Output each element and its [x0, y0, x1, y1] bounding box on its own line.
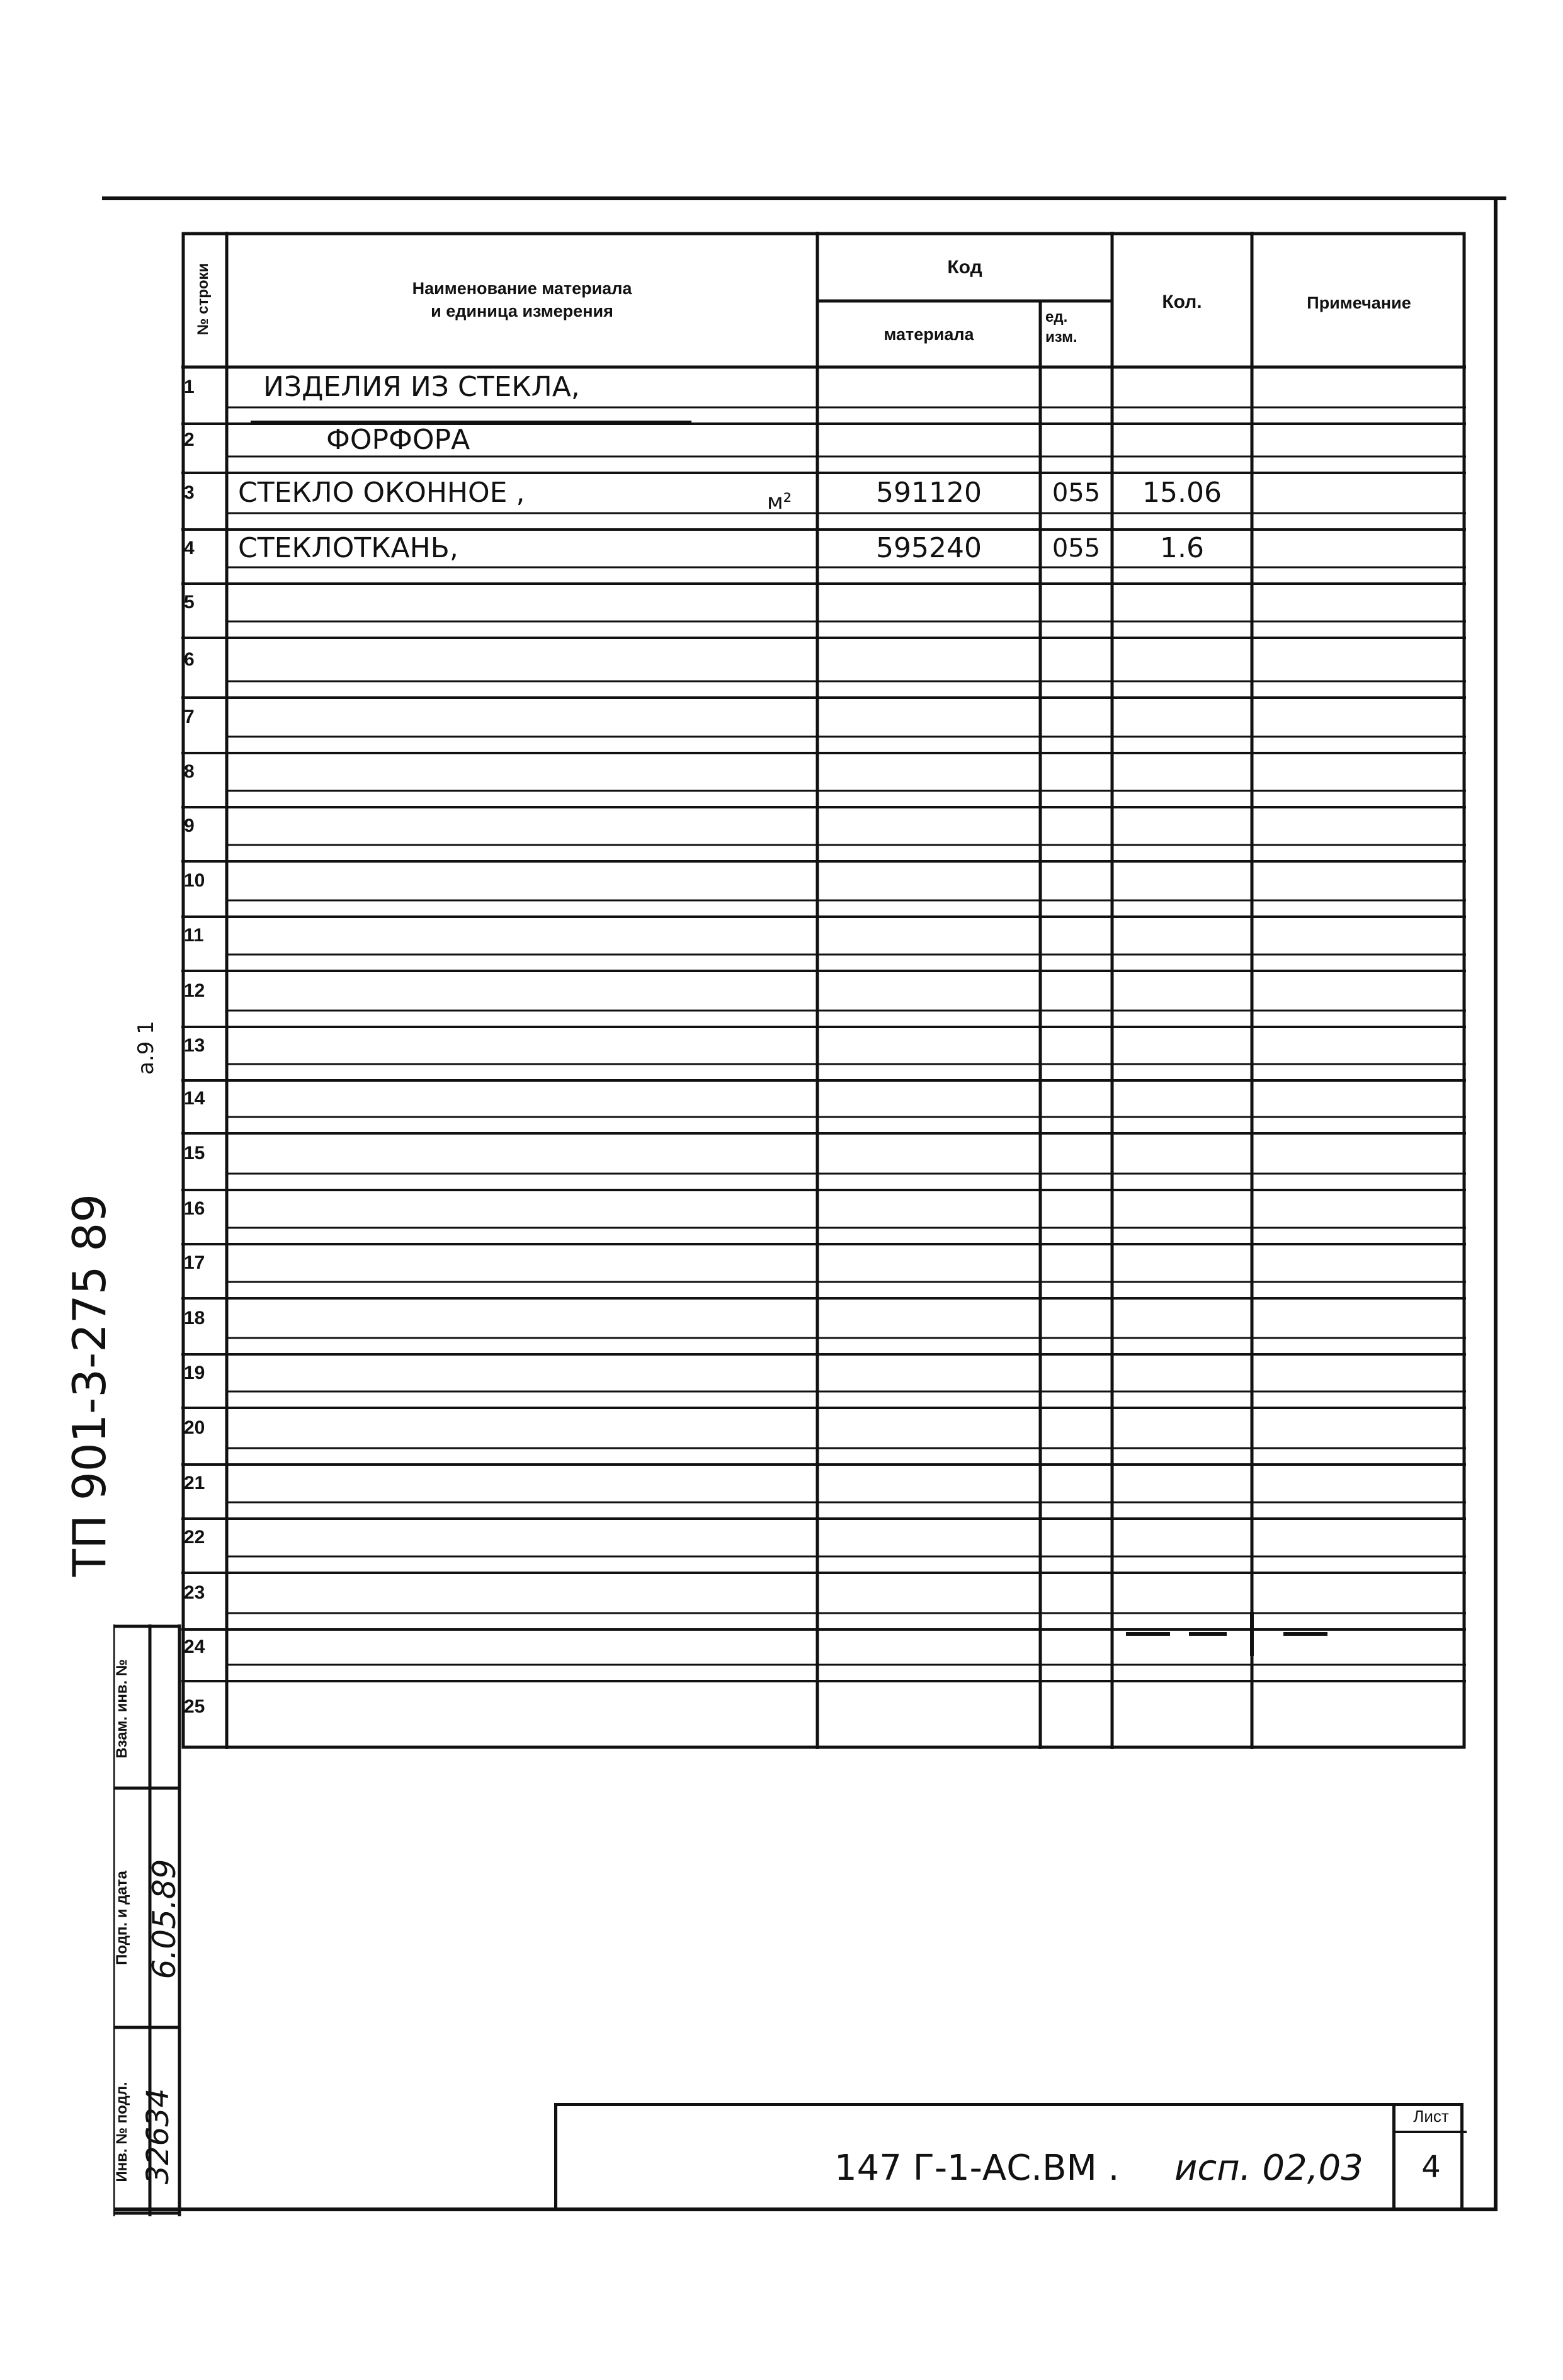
table-row	[181, 1354, 1466, 1408]
materials-table	[181, 232, 1466, 1749]
cell-no: 1	[184, 377, 195, 397]
document-code: 147 Г-1-АС.ВМ .	[834, 2148, 1120, 2189]
header-note: Примечание	[1307, 293, 1411, 312]
inv-number-label: Инв. № подл.	[113, 2082, 130, 2182]
cell-no: 25	[184, 1696, 205, 1717]
header-unit-line2: изм.	[1045, 329, 1077, 346]
cell-qty: 1.6	[1160, 532, 1204, 564]
header-material-name-line2: и единица измерения	[431, 302, 613, 320]
cell-no: 13	[184, 1035, 205, 1056]
table-row	[181, 698, 1466, 753]
sheet-number: 4	[1421, 2150, 1441, 2185]
cell-no: 10	[184, 870, 205, 891]
cell-no: 23	[184, 1582, 205, 1603]
cell-no: 19	[184, 1363, 205, 1383]
table-row	[181, 473, 1466, 530]
cell-no: 7	[184, 706, 195, 727]
title-block	[554, 2103, 1464, 2211]
table-row	[181, 424, 1466, 473]
sheet-label: Лист	[1413, 2107, 1449, 2126]
table-row	[181, 1244, 1466, 1298]
table-row	[181, 807, 1466, 861]
cell-no: 9	[184, 815, 195, 836]
inv-number-value: 32634	[140, 2088, 176, 2185]
cell-name: ФОРФОРА	[326, 424, 470, 456]
table-row	[181, 584, 1466, 638]
cell-name: СТЕКЛО ОКОННОЕ ,	[238, 477, 525, 509]
cell-no: 14	[184, 1088, 205, 1109]
table-row	[181, 1298, 1466, 1354]
replace-inv-label: Взам. инв. №	[113, 1659, 130, 1759]
cell-no: 2	[184, 429, 195, 450]
cell-no: 17	[184, 1252, 205, 1273]
cell-no: 15	[184, 1143, 205, 1164]
cell-unit-sym: м²	[767, 489, 792, 514]
table-row	[181, 638, 1466, 698]
header-code: Код	[947, 257, 982, 278]
table-body	[181, 232, 1466, 1749]
cell-no: 4	[184, 538, 195, 558]
table-row	[181, 1408, 1466, 1465]
cell-unit: 055	[1052, 534, 1101, 563]
table-row	[181, 530, 1466, 584]
cell-no: 24	[184, 1636, 205, 1657]
table-row	[181, 1519, 1466, 1573]
header-quantity: Кол.	[1162, 292, 1202, 312]
dash-mark	[1250, 1612, 1254, 1656]
table-row	[181, 1190, 1466, 1244]
title-underline	[251, 421, 691, 423]
vertical-small-note: а.9 1	[134, 1021, 159, 1075]
cell-no: 20	[184, 1417, 205, 1438]
table-row	[181, 861, 1466, 917]
cell-no: 16	[184, 1198, 205, 1219]
cell-no: 22	[184, 1527, 205, 1548]
table-row	[181, 1681, 1466, 1749]
cell-code: 595240	[876, 532, 982, 564]
cell-unit: 055	[1052, 479, 1101, 507]
cell-name: ИЗДЕЛИЯ ИЗ СТЕКЛА,	[263, 371, 580, 403]
cell-name: СТЕКЛОТКАНЬ,	[238, 532, 458, 564]
table-row	[181, 1027, 1466, 1080]
table-row	[181, 1133, 1466, 1190]
frame-top-line	[102, 196, 1506, 200]
sign-date-value: 6.05.89	[146, 1859, 183, 1980]
sheet-cell	[1392, 2103, 1467, 2211]
header-material-name-line1: Наименование материала	[412, 279, 632, 298]
table-row	[181, 1573, 1466, 1629]
vertical-project-note: ТП 901-3-275 89	[63, 1193, 116, 1577]
header-unit-line1: ед.	[1045, 309, 1068, 326]
cell-code: 591120	[876, 477, 982, 509]
dash-mark	[1189, 1632, 1227, 1636]
table-row	[181, 971, 1466, 1027]
table-row	[181, 917, 1466, 971]
document-issue: исп. 02,03	[1174, 2148, 1363, 2189]
cell-no: 11	[184, 925, 204, 946]
frame-bottom-line	[113, 2207, 1498, 2211]
sign-date-label: Подп. и дата	[113, 1871, 130, 1965]
cell-no: 12	[184, 980, 205, 1001]
cell-no: 8	[184, 761, 195, 782]
cell-no: 3	[184, 482, 195, 503]
cell-no: 18	[184, 1308, 205, 1329]
table-row	[181, 753, 1466, 807]
table-row	[181, 1629, 1466, 1681]
cell-no: 5	[184, 592, 195, 613]
cell-no: 21	[184, 1473, 205, 1493]
header-row-number: № строки	[195, 263, 212, 336]
header-material-code: материала	[884, 325, 974, 344]
table-row	[181, 1080, 1466, 1133]
cell-qty: 15.06	[1142, 477, 1222, 509]
table-row	[181, 367, 1466, 424]
dash-mark	[1283, 1632, 1327, 1636]
table-row	[181, 1465, 1466, 1519]
cell-no: 6	[184, 649, 195, 670]
frame-right-line	[1494, 196, 1498, 2211]
dash-mark	[1126, 1632, 1170, 1636]
sheet-label-divider	[1395, 2131, 1467, 2133]
